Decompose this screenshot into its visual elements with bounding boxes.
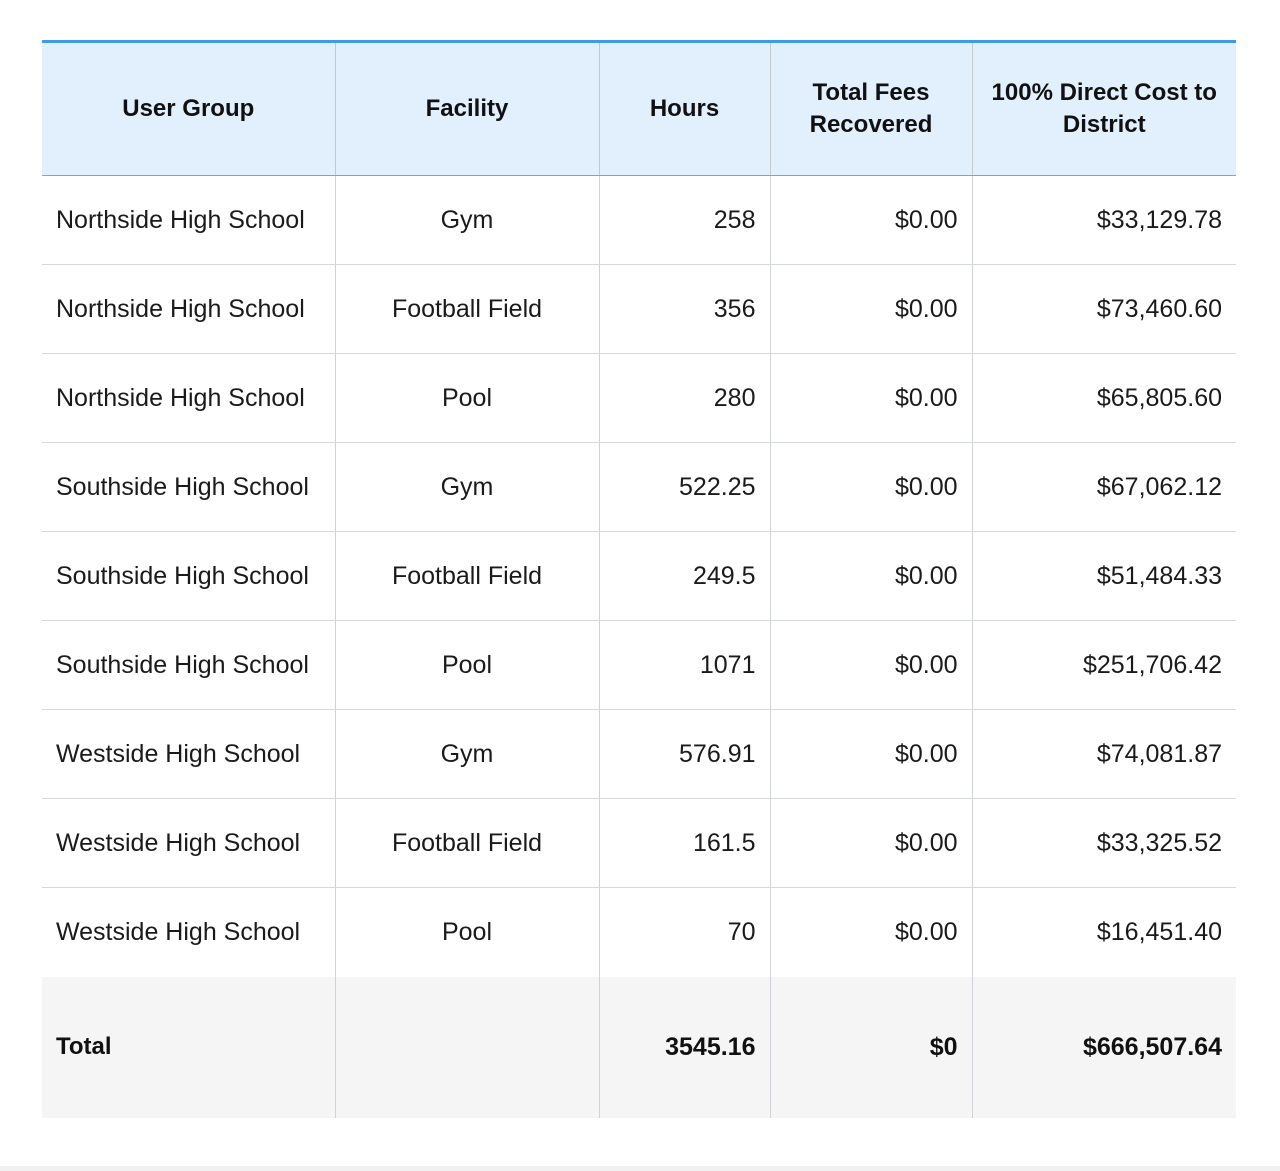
cell-user-group: Westside High School	[42, 799, 335, 888]
table-row	[42, 621, 1236, 710]
total-facility	[335, 977, 599, 1118]
cell-cost: $33,129.78	[972, 176, 1236, 265]
cell-fees: $0.00	[770, 799, 972, 888]
table-row	[42, 532, 1236, 621]
cell-cost: $251,706.42	[972, 621, 1236, 710]
cell-fees: $0.00	[770, 888, 972, 977]
total-cost: $666,507.64	[1082, 1032, 1222, 1061]
cell-user-group: Westside High School	[42, 888, 335, 977]
table-row	[42, 265, 1236, 354]
cell-hours: 161.5	[599, 799, 770, 888]
cell-hours: 70	[599, 888, 770, 977]
header-direct-cost: 100% Direct Cost to District	[972, 42, 1236, 176]
cell-fees: $0.00	[770, 354, 972, 443]
header-total-fees-recovered: Total Fees Recovered	[770, 42, 972, 176]
table-header	[42, 42, 1236, 176]
table-row	[42, 710, 1236, 799]
header-facility: Facility	[335, 42, 599, 176]
cell-facility: Pool	[335, 888, 599, 977]
cell-facility: Pool	[335, 354, 599, 443]
facility-cost-table	[42, 40, 1236, 1118]
cell-hours: 576.91	[599, 710, 770, 799]
cell-facility: Football Field	[335, 265, 599, 354]
cost-table-container	[42, 40, 1236, 1118]
cell-facility: Pool	[335, 621, 599, 710]
cell-facility: Football Field	[335, 532, 599, 621]
cell-user-group: Westside High School	[42, 710, 335, 799]
cell-cost: $67,062.12	[972, 443, 1236, 532]
cell-facility: Football Field	[335, 799, 599, 888]
table-body	[42, 176, 1236, 1118]
cell-cost: $51,484.33	[972, 532, 1236, 621]
cell-fees: $0.00	[770, 176, 972, 265]
cell-cost: $16,451.40	[1096, 917, 1222, 946]
cell-cost: $33,325.52	[972, 799, 1236, 888]
total-fees: $0	[770, 977, 972, 1118]
cell-hours: 249.5	[599, 532, 770, 621]
cell-fees: $0.00	[770, 621, 972, 710]
cell-hours: 522.25	[599, 443, 770, 532]
total-row	[42, 977, 1236, 1118]
cell-user-group: Southside High School	[42, 621, 335, 710]
cell-cost: $74,081.87	[972, 710, 1236, 799]
cell-user-group: Northside High School	[42, 176, 335, 265]
cell-fees: $0.00	[770, 532, 972, 621]
table-row	[42, 799, 1236, 888]
cell-facility: Gym	[335, 443, 599, 532]
cell-fees: $0.00	[770, 710, 972, 799]
header-user-group: User Group	[42, 42, 335, 176]
bottom-divider	[0, 1166, 1280, 1171]
cell-hours: 356	[599, 265, 770, 354]
cell-user-group: Southside High School	[42, 443, 335, 532]
cell-user-group: Northside High School	[42, 265, 335, 354]
cell-user-group: Southside High School	[42, 532, 335, 621]
total-label: Total	[42, 977, 335, 1118]
cell-cost: $73,460.60	[972, 265, 1236, 354]
table-row	[42, 443, 1236, 532]
cell-facility: Gym	[335, 710, 599, 799]
cell-facility: Gym	[335, 176, 599, 265]
cell-hours: 258	[599, 176, 770, 265]
cell-fees: $0.00	[770, 443, 972, 532]
cell-hours: 1071	[599, 621, 770, 710]
cell-cost: $65,805.60	[972, 354, 1236, 443]
cell-fees: $0.00	[770, 265, 972, 354]
table-row	[42, 888, 1236, 977]
header-hours: Hours	[599, 42, 770, 176]
cell-hours: 280	[599, 354, 770, 443]
table-row	[42, 176, 1236, 265]
total-hours: 3545.16	[599, 977, 770, 1118]
header-row	[42, 42, 1236, 176]
cell-user-group: Northside High School	[42, 354, 335, 443]
table-row	[42, 354, 1236, 443]
